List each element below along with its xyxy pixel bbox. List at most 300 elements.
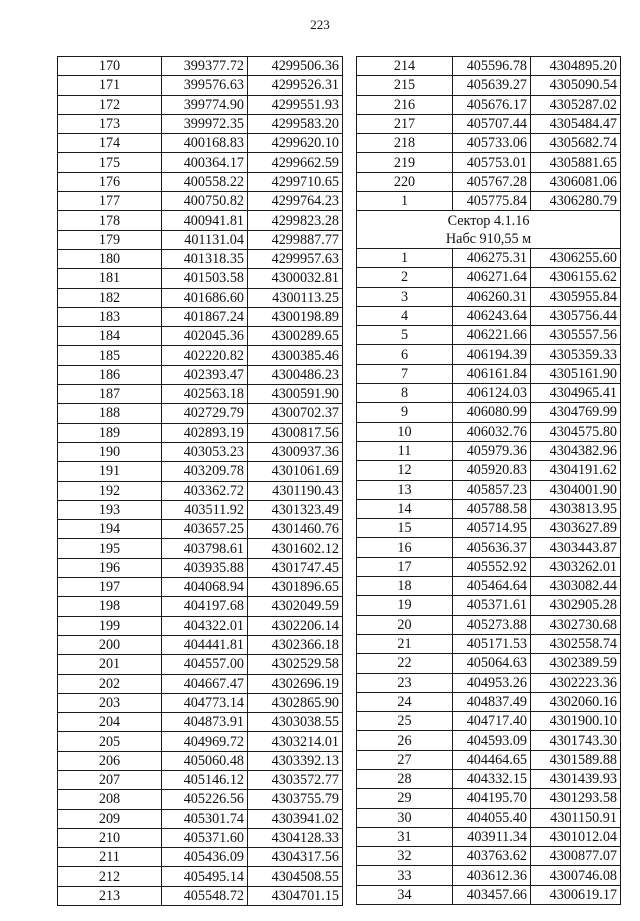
y-coordinate: 4300591.90 [248,385,343,404]
y-coordinate: 4300032.81 [248,269,343,288]
y-coordinate: 4300619.17 [531,885,621,904]
point-number: 7 [357,364,453,383]
table-row [357,306,621,325]
x-coordinate: 405064.63 [453,654,531,673]
y-coordinate: 4304895.20 [531,57,621,76]
table-row [357,422,621,441]
x-coordinate: 399972.35 [162,114,248,133]
point-number: 173 [58,114,162,133]
x-coordinate: 403935.88 [162,558,248,577]
sector-header-row [357,211,621,230]
table-row [58,307,343,326]
y-coordinate: 4303627.89 [531,519,621,538]
x-coordinate: 399774.90 [162,95,248,114]
point-number: 33 [357,866,453,885]
y-coordinate: 4301323.49 [248,500,343,519]
x-coordinate: 405857.23 [453,480,531,499]
point-number: 208 [58,790,162,809]
y-coordinate: 4302060.16 [531,692,621,711]
point-number: 32 [357,847,453,866]
x-coordinate: 399377.72 [162,57,248,76]
table-row [357,731,621,750]
y-coordinate: 4305287.02 [531,95,621,114]
x-coordinate: 404322.01 [162,616,248,635]
y-coordinate: 4304575.80 [531,422,621,441]
table-row [58,616,343,635]
table-row [58,790,343,809]
table-row [58,442,343,461]
x-coordinate: 403053.23 [162,442,248,461]
point-number: 193 [58,500,162,519]
point-number: 6 [357,345,453,364]
table-row [58,172,343,191]
y-coordinate: 4302558.74 [531,634,621,653]
point-number: 212 [58,867,162,886]
table-row [357,441,621,460]
point-number: 170 [58,57,162,76]
y-coordinate: 4302696.19 [248,674,343,693]
y-coordinate: 4301150.91 [531,808,621,827]
y-coordinate: 4303214.01 [248,732,343,751]
x-coordinate: 405767.28 [453,172,531,191]
table-row [58,770,343,789]
table-row [357,673,621,692]
table-row [357,172,621,191]
point-number: 29 [357,789,453,808]
table-row [357,153,621,172]
y-coordinate: 4302223.36 [531,673,621,692]
point-number: 19 [357,596,453,615]
x-coordinate: 406124.03 [453,384,531,403]
x-coordinate: 405226.56 [162,790,248,809]
table-row [357,326,621,345]
y-coordinate: 4304382.96 [531,441,621,460]
y-coordinate: 4306280.79 [531,192,621,211]
point-number: 18 [357,577,453,596]
table-row [58,269,343,288]
table-row [58,211,343,230]
point-number: 218 [357,134,453,153]
table-row [357,596,621,615]
y-coordinate: 4302389.59 [531,654,621,673]
x-coordinate: 404055.40 [453,808,531,827]
y-coordinate: 4303392.13 [248,751,343,770]
x-coordinate: 405753.01 [453,153,531,172]
y-coordinate: 4303262.01 [531,557,621,576]
point-number: 176 [58,172,162,191]
x-coordinate: 402220.82 [162,346,248,365]
x-coordinate: 405979.36 [453,441,531,460]
table-row [58,57,343,76]
point-number: 11 [357,441,453,460]
coordinates-table-right [356,56,621,905]
table-row [58,404,343,423]
point-number: 214 [357,57,453,76]
coordinates-table-left [57,56,343,906]
x-coordinate: 400558.22 [162,172,248,191]
sector-title: Сектор 4.1.16 [357,211,621,230]
y-coordinate: 4304769.99 [531,403,621,422]
y-coordinate: 4301896.65 [248,578,343,597]
y-coordinate: 4302905.28 [531,596,621,615]
table-row [58,230,343,249]
x-coordinate: 406271.64 [453,268,531,287]
table-row [58,597,343,616]
point-number: 195 [58,539,162,558]
x-coordinate: 405714.95 [453,519,531,538]
x-coordinate: 405920.83 [453,461,531,480]
point-number: 198 [58,597,162,616]
point-number: 5 [357,326,453,345]
table-row [58,674,343,693]
point-number: 12 [357,461,453,480]
point-number: 4 [357,306,453,325]
x-coordinate: 405301.74 [162,809,248,828]
point-number: 216 [357,95,453,114]
y-coordinate: 4301900.10 [531,712,621,731]
table-row [357,345,621,364]
table-row [357,866,621,885]
table-row [58,809,343,828]
table-row [58,346,343,365]
table-row [58,95,343,114]
table-row [357,557,621,576]
table-row [357,654,621,673]
point-number: 179 [58,230,162,249]
table-row [58,288,343,307]
table-row [58,848,343,867]
y-coordinate: 4304508.55 [248,867,343,886]
y-coordinate: 4300702.37 [248,404,343,423]
table-row [357,248,621,267]
y-coordinate: 4302529.58 [248,655,343,674]
table-row [58,751,343,770]
y-coordinate: 4301747.45 [248,558,343,577]
table-row [357,287,621,306]
y-coordinate: 4305955.84 [531,287,621,306]
x-coordinate: 405788.58 [453,499,531,518]
point-number: 185 [58,346,162,365]
y-coordinate: 4304701.15 [248,886,343,905]
point-number: 21 [357,634,453,653]
y-coordinate: 4306255.60 [531,248,621,267]
x-coordinate: 405676.17 [453,95,531,114]
y-coordinate: 4305090.54 [531,76,621,95]
table-row [58,192,343,211]
x-coordinate: 405636.37 [453,538,531,557]
point-number: 20 [357,615,453,634]
point-number: 31 [357,827,453,846]
table-row [357,499,621,518]
y-coordinate: 4305881.65 [531,153,621,172]
point-number: 3 [357,287,453,306]
y-coordinate: 4300746.08 [531,866,621,885]
table-row [58,520,343,539]
table-row [58,886,343,905]
table-row [357,461,621,480]
y-coordinate: 4303813.95 [531,499,621,518]
y-coordinate: 4299506.36 [248,57,343,76]
x-coordinate: 405707.44 [453,114,531,133]
table-row [58,693,343,712]
table-row [58,867,343,886]
y-coordinate: 4300113.25 [248,288,343,307]
y-coordinate: 4301061.69 [248,462,343,481]
x-coordinate: 402563.18 [162,385,248,404]
table-row [58,327,343,346]
y-coordinate: 4302206.14 [248,616,343,635]
x-coordinate: 405733.06 [453,134,531,153]
x-coordinate: 405495.14 [162,867,248,886]
y-coordinate: 4306081.06 [531,172,621,191]
x-coordinate: 401503.58 [162,269,248,288]
table-row [58,828,343,847]
table-row [357,95,621,114]
table-row [357,750,621,769]
y-coordinate: 4305557.56 [531,326,621,345]
y-coordinate: 4305682.74 [531,134,621,153]
table-row [357,808,621,827]
x-coordinate: 404773.14 [162,693,248,712]
point-number: 187 [58,385,162,404]
x-coordinate: 403798.61 [162,539,248,558]
table-row [58,385,343,404]
y-coordinate: 4299764.23 [248,192,343,211]
y-coordinate: 4300486.23 [248,365,343,384]
x-coordinate: 405171.53 [453,634,531,653]
x-coordinate: 403612.36 [453,866,531,885]
point-number: 206 [58,751,162,770]
x-coordinate: 404873.91 [162,713,248,732]
x-coordinate: 405146.12 [162,770,248,789]
point-number: 172 [58,95,162,114]
point-number: 22 [357,654,453,673]
x-coordinate: 404464.65 [453,750,531,769]
table-row [357,692,621,711]
point-number: 15 [357,519,453,538]
table-row [58,500,343,519]
point-number: 211 [58,848,162,867]
y-coordinate: 4305756.44 [531,306,621,325]
point-number: 199 [58,616,162,635]
y-coordinate: 4301439.93 [531,769,621,788]
table-row [58,134,343,153]
x-coordinate: 406243.64 [453,306,531,325]
point-number: 25 [357,712,453,731]
x-coordinate: 402729.79 [162,404,248,423]
y-coordinate: 4300877.07 [531,847,621,866]
x-coordinate: 402393.47 [162,365,248,384]
y-coordinate: 4305161.90 [531,364,621,383]
point-number: 207 [58,770,162,789]
page-number: 223 [310,17,330,32]
point-number: 209 [58,809,162,828]
table-row [58,539,343,558]
y-coordinate: 4301743.30 [531,731,621,750]
x-coordinate: 406194.39 [453,345,531,364]
point-number: 188 [58,404,162,423]
x-coordinate: 406161.84 [453,364,531,383]
point-number: 210 [58,828,162,847]
table-row [357,480,621,499]
point-number: 178 [58,211,162,230]
table-row [58,423,343,442]
y-coordinate: 4303941.02 [248,809,343,828]
table-row [357,268,621,287]
x-coordinate: 405371.61 [453,596,531,615]
y-coordinate: 4306155.62 [531,268,621,287]
x-coordinate: 405775.84 [453,192,531,211]
table-row [357,114,621,133]
x-coordinate: 405639.27 [453,76,531,95]
y-coordinate: 4303572.77 [248,770,343,789]
x-coordinate: 404557.00 [162,655,248,674]
y-coordinate: 4299887.77 [248,230,343,249]
y-coordinate: 4300937.36 [248,442,343,461]
table-row [357,364,621,383]
point-number: 9 [357,403,453,422]
x-coordinate: 403362.72 [162,481,248,500]
x-coordinate: 405596.78 [453,57,531,76]
point-number: 196 [58,558,162,577]
point-number: 203 [58,693,162,712]
point-number: 175 [58,153,162,172]
table-row [357,134,621,153]
table-row [357,403,621,422]
table-row [58,462,343,481]
table-row [58,76,343,95]
table-row [58,249,343,268]
x-coordinate: 402893.19 [162,423,248,442]
y-coordinate: 4303038.55 [248,713,343,732]
x-coordinate: 404197.68 [162,597,248,616]
x-coordinate: 402045.36 [162,327,248,346]
y-coordinate: 4302366.18 [248,635,343,654]
y-coordinate: 4301602.12 [248,539,343,558]
x-coordinate: 404593.09 [453,731,531,750]
y-coordinate: 4305359.33 [531,345,621,364]
x-coordinate: 405548.72 [162,886,248,905]
y-coordinate: 4303755.79 [248,790,343,809]
point-number: 14 [357,499,453,518]
table-row [58,153,343,172]
x-coordinate: 405273.88 [453,615,531,634]
point-number: 182 [58,288,162,307]
point-number: 30 [357,808,453,827]
y-coordinate: 4299823.28 [248,211,343,230]
y-coordinate: 4300817.56 [248,423,343,442]
point-number: 204 [58,713,162,732]
table-row [58,365,343,384]
x-coordinate: 403657.25 [162,520,248,539]
x-coordinate: 404969.72 [162,732,248,751]
table-row [58,655,343,674]
x-coordinate: 404068.94 [162,578,248,597]
x-coordinate: 404667.47 [162,674,248,693]
point-number: 197 [58,578,162,597]
y-coordinate: 4304191.62 [531,461,621,480]
table-row [357,847,621,866]
point-number: 184 [58,327,162,346]
x-coordinate: 405552.92 [453,557,531,576]
table-row [357,769,621,788]
x-coordinate: 400168.83 [162,134,248,153]
table-row [357,634,621,653]
y-coordinate: 4300385.46 [248,346,343,365]
sector-header-row [357,230,621,249]
x-coordinate: 400364.17 [162,153,248,172]
y-coordinate: 4301293.58 [531,789,621,808]
point-number: 8 [357,384,453,403]
y-coordinate: 4299957.63 [248,249,343,268]
point-number: 191 [58,462,162,481]
point-number: 215 [357,76,453,95]
y-coordinate: 4299526.31 [248,76,343,95]
point-number: 16 [357,538,453,557]
x-coordinate: 404441.81 [162,635,248,654]
x-coordinate: 406260.31 [453,287,531,306]
table-row [58,635,343,654]
x-coordinate: 401867.24 [162,307,248,326]
table-row [58,481,343,500]
y-coordinate: 4304128.33 [248,828,343,847]
x-coordinate: 406275.31 [453,248,531,267]
point-number: 202 [58,674,162,693]
table-row [357,538,621,557]
x-coordinate: 404195.70 [453,789,531,808]
y-coordinate: 4299583.20 [248,114,343,133]
table-row [58,578,343,597]
x-coordinate: 400941.81 [162,211,248,230]
point-number: 1 [357,192,453,211]
point-number: 23 [357,673,453,692]
table-row [357,519,621,538]
point-number: 194 [58,520,162,539]
table-row [58,558,343,577]
table-row [357,57,621,76]
x-coordinate: 399576.63 [162,76,248,95]
point-number: 1 [357,248,453,267]
point-number: 217 [357,114,453,133]
y-coordinate: 4303082.44 [531,577,621,596]
point-number: 180 [58,249,162,268]
point-number: 205 [58,732,162,751]
y-coordinate: 4300198.89 [248,307,343,326]
point-number: 219 [357,153,453,172]
x-coordinate: 405436.09 [162,848,248,867]
x-coordinate: 401318.35 [162,249,248,268]
point-number: 26 [357,731,453,750]
point-number: 190 [58,442,162,461]
x-coordinate: 403457.66 [453,885,531,904]
x-coordinate: 406221.66 [453,326,531,345]
x-coordinate: 401131.04 [162,230,248,249]
point-number: 200 [58,635,162,654]
table-row [357,885,621,904]
point-number: 183 [58,307,162,326]
y-coordinate: 4305484.47 [531,114,621,133]
point-number: 186 [58,365,162,384]
point-number: 201 [58,655,162,674]
x-coordinate: 405464.64 [453,577,531,596]
point-number: 34 [357,885,453,904]
table-row [357,76,621,95]
sector-subtitle: Набс 910,55 м [357,230,621,249]
point-number: 189 [58,423,162,442]
point-number: 28 [357,769,453,788]
x-coordinate: 405371.60 [162,828,248,847]
point-number: 213 [58,886,162,905]
